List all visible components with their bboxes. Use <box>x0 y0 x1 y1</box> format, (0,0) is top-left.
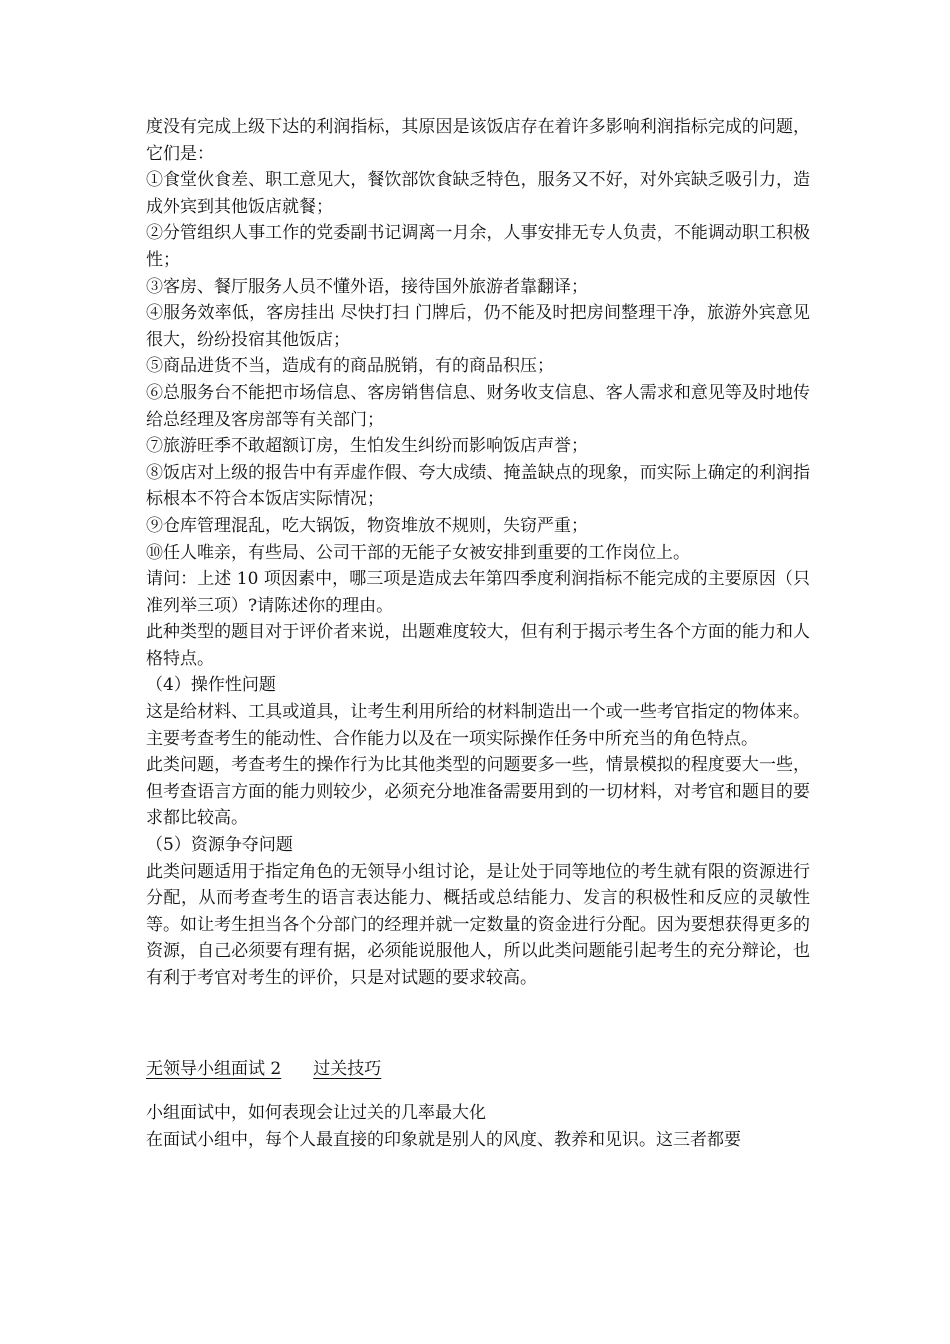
section-spacer <box>146 992 810 1056</box>
paragraph-subtitle: 小组面试中，如何表现会让过关的几率最大化 <box>146 1103 486 1124</box>
list-item-7: ⑦旅游旺季不敢超额订房，生怕发生纠纷而影响饭店声誉； <box>146 436 588 457</box>
list-item-10: ⑩任人唯亲，有些局、公司干部的无能子女被安排到重要的工作岗位上。 <box>146 542 690 563</box>
section-heading-part1: 无领导小组面试 2 <box>146 1058 282 1079</box>
list-item-5: ⑤商品进货不当，造成有的商品脱销，有的商品积压； <box>146 356 554 377</box>
list-item-9: ⑨仓库管理混乱，吃大锅饭，物资堆放不规则，失窃严重； <box>146 515 588 536</box>
paragraph-intro: 度没有完成上级下达的利润指标，其原因是该饭店存在着许多影响利润指标完成的问题，它们是： <box>146 117 810 164</box>
list-item-3: ③客房、餐厅服务人员不懂外语，接待国外旅游者靠翻译； <box>146 276 588 297</box>
commentary-paragraph: 此种类型的题目对于评价者来说，出题难度较大，但有利于揭示考生各个方面的能力和人格特点。 <box>146 622 810 669</box>
section-heading <box>146 1056 810 1083</box>
subheading-resource: （5）资源争夺问题 <box>146 835 293 856</box>
operational-description: 这是给材料、工具或道具，让考生利用所给的材料制造出一个或一些考官指定的物体来。主要考查考生的能动性、合作能力以及在一项实际操作任务中所充当的角色特点。 <box>146 702 810 749</box>
list-item-8: ⑧饭店对上级的报告中有弄虚作假、夸大成绩、掩盖缺点的现象，而实际上确定的利润指标根本不符合本饭店实际情况； <box>146 462 810 510</box>
section-heading-link[interactable] <box>146 1056 381 1083</box>
heading-spacer <box>146 1082 810 1100</box>
resource-description: 此类问题适用于指定角色的无领导小组讨论，是让处于同等地位的考生就有限的资源进行分配，从而考查考生的语言表达能力、概括或总结能力、发言的积极性和反应的灵敏性等。如让考生担当各个分部门的经理并就一定数量的资金进行分配。因为要想获得更多的资源，自己必须要有理有据，必须能说服他人，所以此类问题能引起考生的充分辩论，也有利于考官对考生的评价，只是对试题的要求较高。 <box>146 861 810 988</box>
list-item-6: ⑥总服务台不能把市场信息、客房销售信息、财务收支信息、客人需求和意见等及时地传给总经理及客房部等有关部门； <box>146 382 810 430</box>
operational-analysis: 此类问题，考查考生的操作行为比其他类型的问题要多一些，情景模拟的程度要大一些，但考查语言方面的能力则较少，必须充分地准备需要用到的一切材料，对考官和题目的要求都比较高。 <box>146 755 810 829</box>
subheading-operational: （4）操作性问题 <box>146 675 276 696</box>
list-item-2: ②分管组织人事工作的党委副书记调离一月余，人事安排无专人负责，不能调动职工积极性； <box>146 223 810 270</box>
document-body <box>146 114 810 1153</box>
section-heading-part2: 过关技巧 <box>313 1058 382 1079</box>
list-item-1: ①食堂伙食差、职工意见大，餐饮部饮食缺乏特色，服务又不好，对外宾缺乏吸引力，造成外宾到其他饭店就餐； <box>146 170 810 217</box>
question-paragraph: 请问：上述 10 项因素中，哪三项是造成去年第四季度利润指标不能完成的主要原因（只准列举三项）?请陈述你的理由。 <box>146 569 810 616</box>
paragraph-body: 在面试小组中，每个人最直接的印象就是别人的风度、教养和见识。这三者都要 <box>146 1129 741 1150</box>
list-item-4: ④服务效率低，客房挂出 尽快打扫 门牌后，仍不能及时把房间整理干净，旅游外宾意见很大，纷纷投宿其他饭店； <box>146 303 810 350</box>
